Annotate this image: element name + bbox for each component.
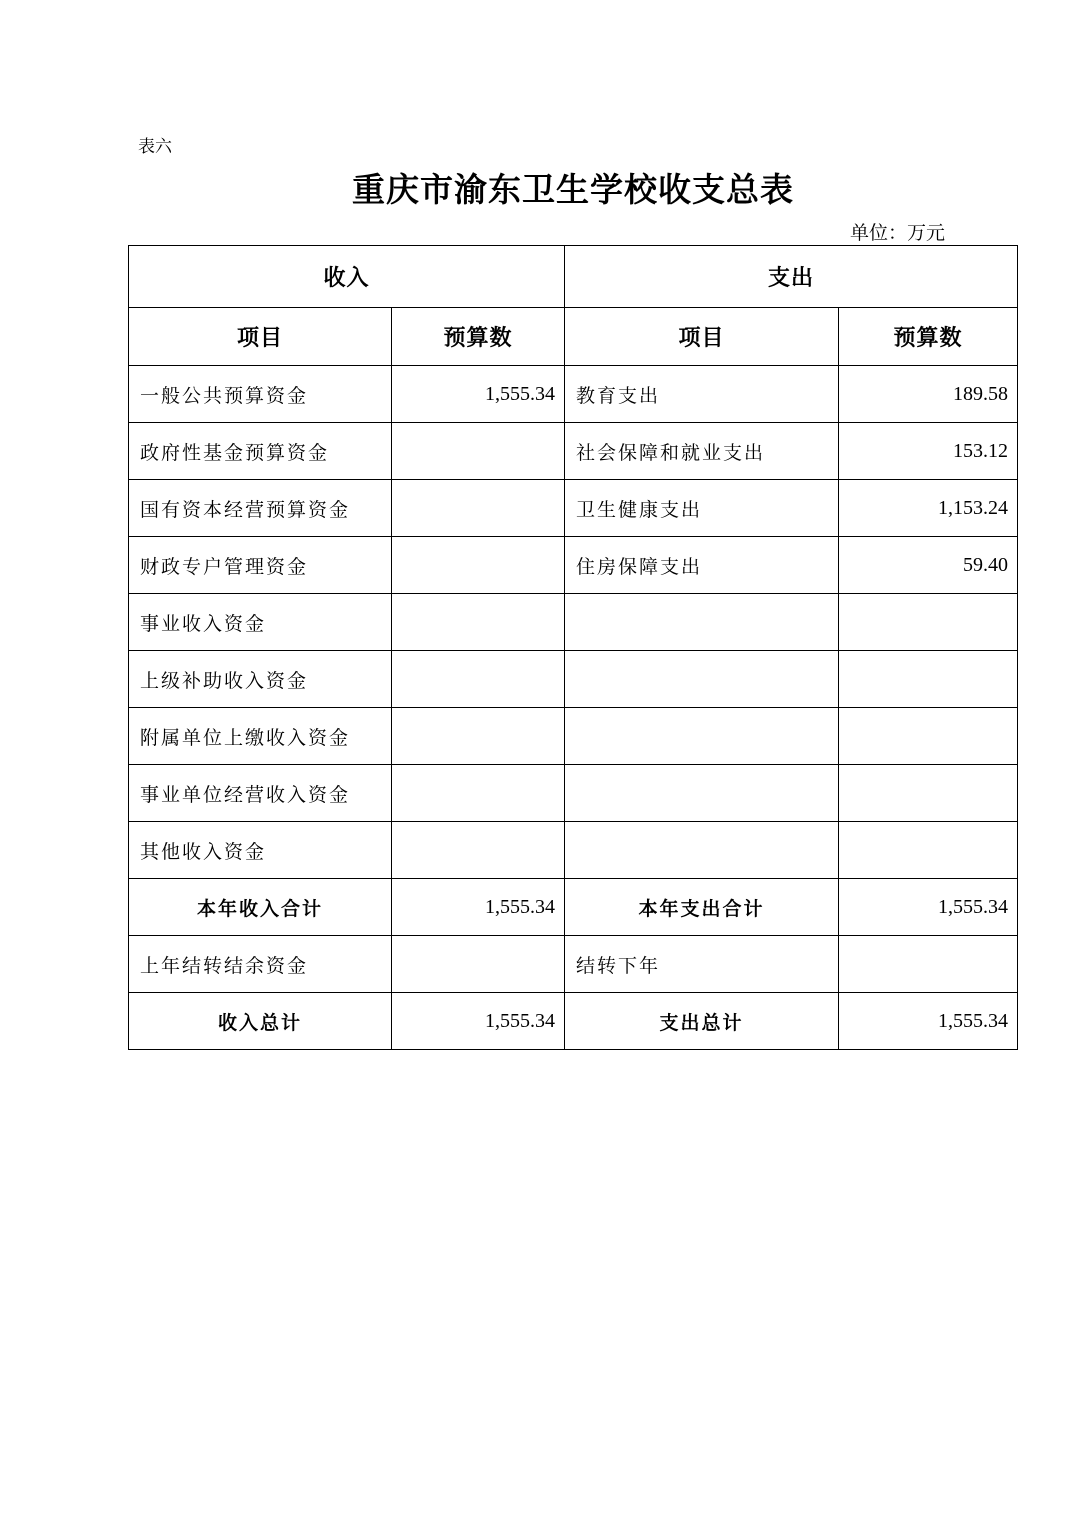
income-value [392, 651, 565, 708]
budget-summary-table [128, 245, 1018, 1050]
table-row [129, 480, 1018, 537]
income-item: 政府性基金预算资金 [129, 423, 392, 480]
year-expense-total-value: 1,555.34 [839, 879, 1018, 936]
income-item-header: 项目 [129, 308, 392, 366]
year-income-total-value: 1,555.34 [392, 879, 565, 936]
income-item: 事业单位经营收入资金 [129, 765, 392, 822]
income-section-header: 收入 [129, 246, 565, 308]
table-row [129, 594, 1018, 651]
expense-section-header: 支出 [565, 246, 1018, 308]
carryover-income-label: 上年结转结余资金 [129, 936, 392, 993]
income-item: 事业收入资金 [129, 594, 392, 651]
grand-income-total-label: 收入总计 [129, 993, 392, 1050]
income-item: 国有资本经营预算资金 [129, 480, 392, 537]
table-row [129, 366, 1018, 423]
expense-value: 153.12 [839, 423, 1018, 480]
carryover-expense-value [839, 936, 1018, 993]
income-value [392, 765, 565, 822]
expense-item: 社会保障和就业支出 [565, 423, 839, 480]
grand-expense-total-label: 支出总计 [565, 993, 839, 1050]
income-value [392, 822, 565, 879]
income-item: 附属单位上缴收入资金 [129, 708, 392, 765]
expense-value [839, 822, 1018, 879]
year-expense-total-label: 本年支出合计 [565, 879, 839, 936]
income-item: 一般公共预算资金 [129, 366, 392, 423]
income-item: 上级补助收入资金 [129, 651, 392, 708]
year-income-total-label: 本年收入合计 [129, 879, 392, 936]
expense-item [565, 765, 839, 822]
expense-item: 卫生健康支出 [565, 480, 839, 537]
column-header-row [129, 308, 1018, 366]
expense-item [565, 708, 839, 765]
expense-value [839, 708, 1018, 765]
expense-item: 住房保障支出 [565, 537, 839, 594]
unit-label: 单位：万元 [850, 222, 946, 244]
expense-budget-header: 预算数 [839, 308, 1018, 366]
table-row [129, 708, 1018, 765]
income-item: 其他收入资金 [129, 822, 392, 879]
expense-value [839, 765, 1018, 822]
carryover-income-value [392, 936, 565, 993]
table-row [129, 651, 1018, 708]
expense-item [565, 822, 839, 879]
expense-item [565, 594, 839, 651]
income-value [392, 480, 565, 537]
expense-value [839, 594, 1018, 651]
carryover-expense-label: 结转下年 [565, 936, 839, 993]
expense-item [565, 651, 839, 708]
expense-value [839, 651, 1018, 708]
expense-value: 189.58 [839, 366, 1018, 423]
expense-value: 1,153.24 [839, 480, 1018, 537]
income-value [392, 423, 565, 480]
year-total-row [129, 879, 1018, 936]
table-row [129, 423, 1018, 480]
grand-income-total-value: 1,555.34 [392, 993, 565, 1050]
page-title: 重庆市渝东卫生学校收支总表 [352, 170, 794, 209]
income-value [392, 537, 565, 594]
income-value [392, 708, 565, 765]
income-value: 1,555.34 [392, 366, 565, 423]
table-row [129, 765, 1018, 822]
expense-item: 教育支出 [565, 366, 839, 423]
grand-expense-total-value: 1,555.34 [839, 993, 1018, 1050]
grand-total-row [129, 993, 1018, 1050]
income-budget-header: 预算数 [392, 308, 565, 366]
table-row [129, 822, 1018, 879]
section-header-row [129, 246, 1018, 308]
expense-value: 59.40 [839, 537, 1018, 594]
table-row [129, 537, 1018, 594]
income-item: 财政专户管理资金 [129, 537, 392, 594]
table-number-label: 表六 [138, 137, 172, 157]
carryover-row [129, 936, 1018, 993]
income-value [392, 594, 565, 651]
expense-item-header: 项目 [565, 308, 839, 366]
